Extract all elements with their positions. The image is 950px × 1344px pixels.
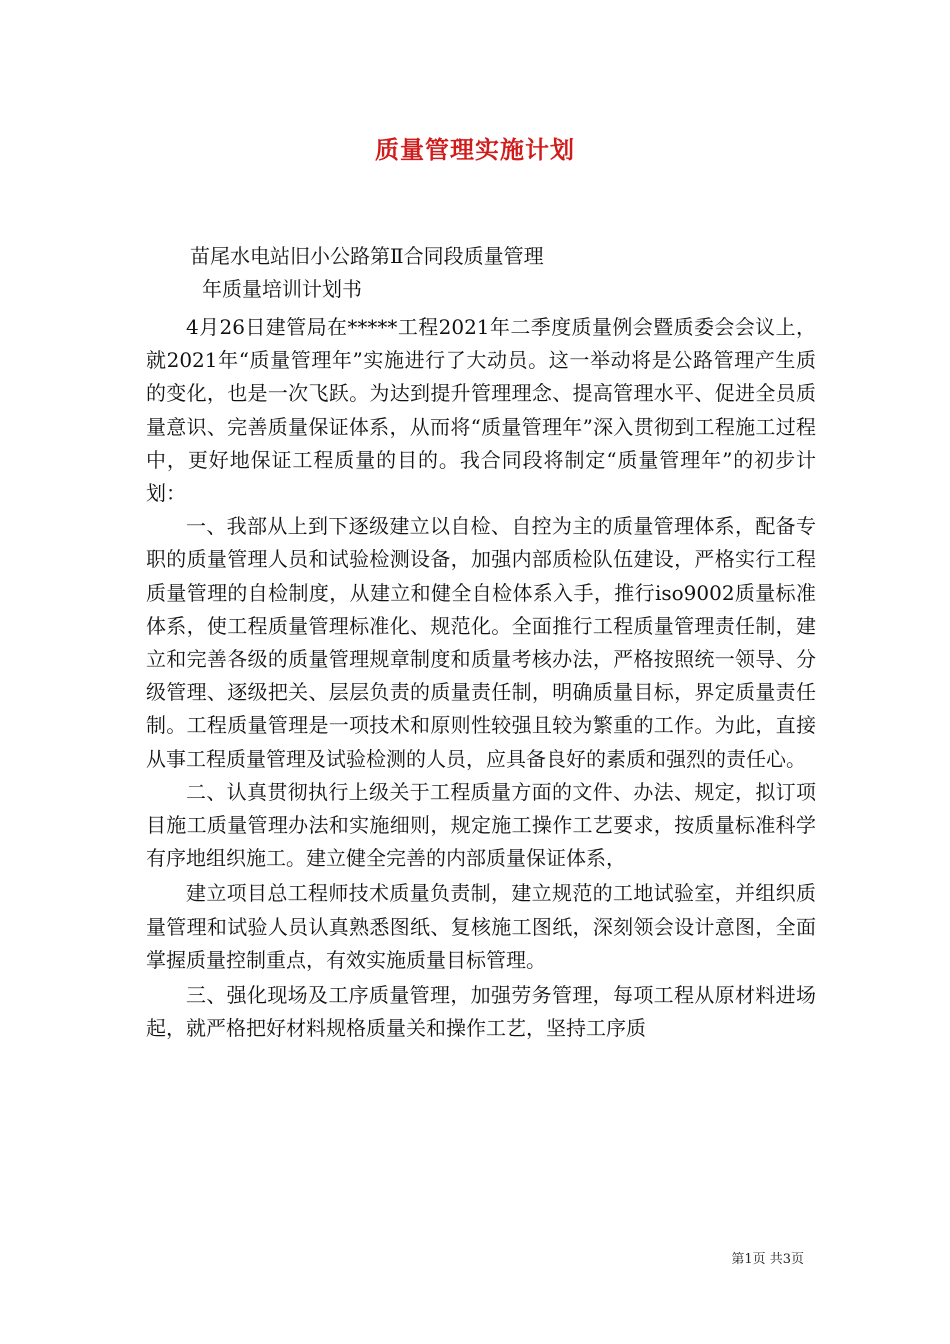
page-number: 第1页 共3页 bbox=[731, 1252, 804, 1267]
subtitle-line-2: 年质量培训计划书 bbox=[202, 277, 362, 301]
subtitle-line-1: 苗尾水电站旧小公路第Ⅱ合同段质量管理 bbox=[190, 244, 544, 268]
paragraph: 4月26日建管局在*****工程2021年二季度质量例会暨质委会会议上，就2021年“质量管理年”实施进行了大动员。这一举动将是公路管理产生质的变化，也是一次飞跃。为达到提升管理理念、提高管理水平、促进全员质量意识、完善质量保证体系，从而将“质量管理年”深入贯彻到工程施工过程中，更好地保证工程质量的目的。我合同段将制定“质量管理年”的初步计划： bbox=[146, 315, 816, 506]
paragraph: 三、强化现场及工序质量管理，加强劳务管理，每项工程从原材料进场起，就严格把好材料规格质量关和操作工艺，坚持工序质 bbox=[146, 983, 816, 1041]
paragraph: 一、我部从上到下逐级建立以自检、自控为主的质量管理体系，配备专职的质量管理人员和试验检测设备，加强内部质检队伍建设，严格实行工程质量管理的自检制度，从建立和健全自检体系入手，推行iso9002质量标准体系，使工程质量管理标准化、规范化。全面推行工程质量管理责任制，建立和完善各级的质量管理规章制度和质量考核办法，严格按照统一领导、分级管理、逐级把关、层层负责的质量责任制，明确质量目标，界定质量责任制。工程质量管理是一项技术和原则性较强且较为繁重的工作。为此，直接从事工程质量管理及试验检测的人员，应具备良好的素质和强烈的责任心。 bbox=[146, 514, 816, 771]
document-body bbox=[146, 311, 816, 1045]
document-title: 质量管理实施计划 bbox=[375, 136, 575, 164]
paragraph: 二、认真贯彻执行上级关于工程质量方面的文件、办法、规定，拟订项目施工质量管理办法和实施细则，规定施工操作工艺要求，按质量标准科学有序地组织施工。建立健全完善的内部质量保证体系， bbox=[146, 779, 816, 871]
paragraph: 建立项目总工程师技术质量负责制，建立规范的工地试验室，并组织质量管理和试验人员认真熟悉图纸、复核施工图纸，深刻领会设计意图，全面掌握质量控制重点，有效实施质量目标管理。 bbox=[146, 881, 816, 972]
